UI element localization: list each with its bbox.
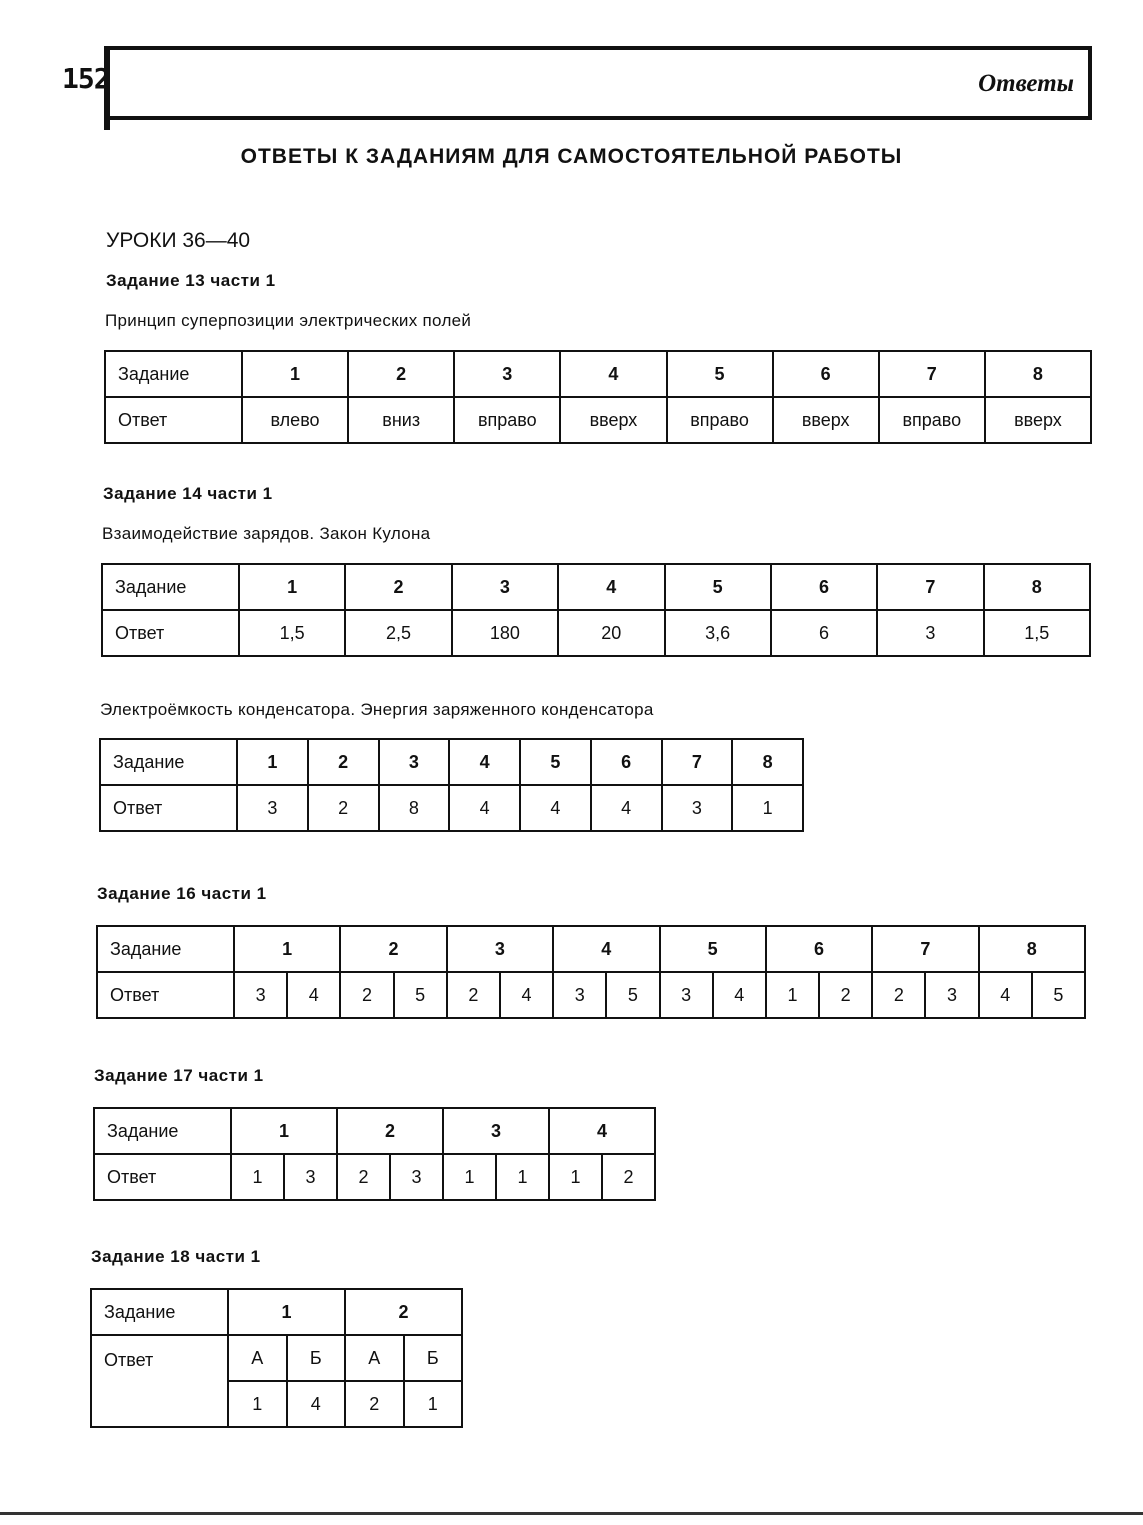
answer-cell: 2 <box>337 1154 390 1200</box>
row-label-task: Задание <box>97 926 234 972</box>
answer-cell: вверх <box>773 397 879 443</box>
answer-cell: 2 <box>872 972 925 1018</box>
answer-cell: 3 <box>925 972 978 1018</box>
task-number-cell: 5 <box>660 926 766 972</box>
answer-cell: 2,5 <box>345 610 451 656</box>
task-number-cell: 1 <box>228 1289 345 1335</box>
row-label-answer: Ответ <box>94 1154 231 1200</box>
task-number-cell: 6 <box>773 351 879 397</box>
task-number-cell: 2 <box>345 1289 462 1335</box>
task13-heading: Задание 13 части 1 <box>106 271 276 290</box>
answer-cell: 1 <box>496 1154 549 1200</box>
task-number-cell: 1 <box>239 564 345 610</box>
row-label-answer: Ответ <box>102 610 239 656</box>
answer-cell: вправо <box>667 397 773 443</box>
row-label-answer: Ответ <box>105 397 242 443</box>
task-number-cell: 7 <box>877 564 983 610</box>
task14b-topic: Электроёмкость конденсатора. Энергия заряженного конденсатора <box>100 700 654 719</box>
task-number-row <box>94 1108 655 1154</box>
answer-cell: 5 <box>606 972 659 1018</box>
answer-cell: 1 <box>732 785 803 831</box>
task-number-cell: 8 <box>984 564 1090 610</box>
section-title: Ответы <box>978 70 1074 97</box>
task-number-cell: 3 <box>443 1108 549 1154</box>
task-number-cell: 4 <box>549 1108 655 1154</box>
answer-cell: 20 <box>558 610 664 656</box>
task17-heading: Задание 17 части 1 <box>94 1066 264 1085</box>
answer-cell: 3 <box>390 1154 443 1200</box>
task-number-row <box>91 1289 462 1335</box>
task16-table <box>96 925 1086 1019</box>
answer-cell: 1 <box>228 1381 287 1427</box>
answer-cell: 4 <box>591 785 662 831</box>
task-number-cell: 4 <box>449 739 520 785</box>
variant-letter-cell: А <box>345 1335 404 1381</box>
answer-cell: 3 <box>553 972 606 1018</box>
row-label-task: Задание <box>102 564 239 610</box>
answer-cell: влево <box>242 397 348 443</box>
task14-heading: Задание 14 части 1 <box>103 484 273 503</box>
answer-cell: 3 <box>284 1154 337 1200</box>
answer-cell: 2 <box>602 1154 655 1200</box>
answer-cell: вниз <box>348 397 454 443</box>
answer-cell: 4 <box>287 972 340 1018</box>
answer-cell: 1 <box>549 1154 602 1200</box>
answer-cell: 2 <box>447 972 500 1018</box>
task14-topic: Взаимодействие зарядов. Закон Кулона <box>102 524 431 543</box>
answer-cell: вправо <box>454 397 560 443</box>
task13-table <box>104 350 1092 444</box>
task-number-cell: 3 <box>379 739 450 785</box>
task-number-cell: 1 <box>231 1108 337 1154</box>
answer-cell: 180 <box>452 610 558 656</box>
answer-cell: 4 <box>287 1381 346 1427</box>
task-number-cell: 2 <box>337 1108 443 1154</box>
answer-cell: 3 <box>660 972 713 1018</box>
task-number-cell: 5 <box>520 739 591 785</box>
answer-cell: 8 <box>379 785 450 831</box>
row-label-task: Задание <box>91 1289 228 1335</box>
task-number-row <box>105 351 1091 397</box>
answer-cell: 2 <box>308 785 379 831</box>
answer-row <box>97 972 1085 1018</box>
task-number-cell: 7 <box>872 926 978 972</box>
variant-letter-cell: Б <box>404 1335 463 1381</box>
page-bottom-rule <box>0 1512 1143 1515</box>
answer-cell: 2 <box>345 1381 404 1427</box>
answer-cell: 4 <box>713 972 766 1018</box>
answer-cell: вверх <box>560 397 666 443</box>
task-number-cell: 1 <box>237 739 308 785</box>
answer-row <box>102 610 1090 656</box>
answer-cell: 1 <box>231 1154 284 1200</box>
task-number-cell: 3 <box>447 926 553 972</box>
answer-cell: 1 <box>766 972 819 1018</box>
task18-heading: Задание 18 части 1 <box>91 1247 261 1266</box>
row-label-task: Задание <box>100 739 237 785</box>
answer-cell: 2 <box>819 972 872 1018</box>
answer-cell: 3 <box>234 972 287 1018</box>
answer-cell: 3,6 <box>665 610 771 656</box>
answer-cell: 2 <box>340 972 393 1018</box>
task-number-cell: 8 <box>979 926 1085 972</box>
task-number-cell: 2 <box>345 564 451 610</box>
letter-row <box>91 1335 462 1381</box>
page-title: ОТВЕТЫ К ЗАДАНИЯМ ДЛЯ САМОСТОЯТЕЛЬНОЙ РАБОТЫ <box>240 145 903 168</box>
task-number-row <box>97 926 1085 972</box>
task16-heading: Задание 16 части 1 <box>97 884 267 903</box>
task-number-row <box>100 739 803 785</box>
answer-row <box>94 1154 655 1200</box>
task-number-cell: 4 <box>553 926 659 972</box>
running-header <box>104 46 1092 120</box>
answer-cell: 5 <box>394 972 447 1018</box>
page-number: 152 <box>62 62 110 95</box>
answer-cell: 4 <box>520 785 591 831</box>
answer-cell: 1 <box>443 1154 496 1200</box>
task-number-cell: 3 <box>454 351 560 397</box>
task-number-cell: 2 <box>340 926 446 972</box>
answer-cell: 1,5 <box>239 610 345 656</box>
task-number-cell: 2 <box>348 351 454 397</box>
answer-cell: вверх <box>985 397 1091 443</box>
answer-cell: 3 <box>237 785 308 831</box>
task14-table <box>101 563 1091 657</box>
row-label-answer: Ответ <box>97 972 234 1018</box>
task14b-table <box>99 738 804 832</box>
answer-cell: вправо <box>879 397 985 443</box>
task-number-cell: 6 <box>766 926 872 972</box>
task-number-row <box>102 564 1090 610</box>
variant-letter-cell: Б <box>287 1335 346 1381</box>
task-number-cell: 2 <box>308 739 379 785</box>
task-number-cell: 8 <box>732 739 803 785</box>
task-number-cell: 6 <box>591 739 662 785</box>
task-number-cell: 5 <box>665 564 771 610</box>
task-number-cell: 7 <box>879 351 985 397</box>
task-number-cell: 4 <box>558 564 664 610</box>
task-number-cell: 6 <box>771 564 877 610</box>
row-label-task: Задание <box>94 1108 231 1154</box>
answer-cell: 3 <box>877 610 983 656</box>
answer-cell: 4 <box>500 972 553 1018</box>
answer-cell: 4 <box>979 972 1032 1018</box>
answer-cell: 1,5 <box>984 610 1090 656</box>
task17-table <box>93 1107 656 1201</box>
task-number-cell: 3 <box>452 564 558 610</box>
task13-topic: Принцип суперпозиции электрических полей <box>105 311 472 330</box>
answer-cell: 3 <box>662 785 733 831</box>
task-number-cell: 1 <box>234 926 340 972</box>
variant-letter-cell: А <box>228 1335 287 1381</box>
answer-cell: 4 <box>449 785 520 831</box>
lessons-heading: УРОКИ 36—40 <box>106 229 251 252</box>
answer-row <box>105 397 1091 443</box>
answer-cell: 6 <box>771 610 877 656</box>
task-number-cell: 1 <box>242 351 348 397</box>
row-label-answer: Ответ <box>100 785 237 831</box>
row-label-answer: Ответ <box>91 1335 228 1427</box>
task-number-cell: 4 <box>560 351 666 397</box>
task18-table <box>90 1288 463 1428</box>
answer-cell: 5 <box>1032 972 1085 1018</box>
task-number-cell: 5 <box>667 351 773 397</box>
task-number-cell: 8 <box>985 351 1091 397</box>
answer-row <box>100 785 803 831</box>
task-number-cell: 7 <box>662 739 733 785</box>
answer-cell: 1 <box>404 1381 463 1427</box>
row-label-task: Задание <box>105 351 242 397</box>
header-rule-tick <box>104 118 110 130</box>
